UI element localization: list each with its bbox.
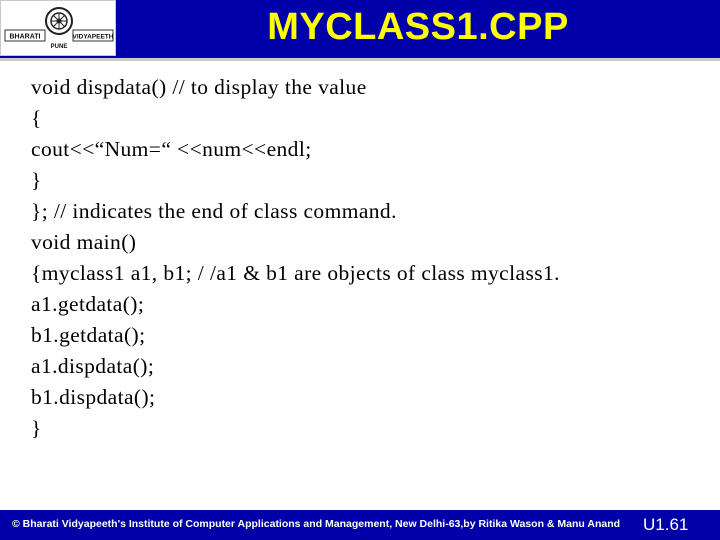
code-line: }: [31, 416, 42, 440]
code-line: {: [31, 106, 42, 130]
code-line: {myclass1 a1, b1; / /a1 & b1 are objects of class myclass1.: [31, 261, 560, 285]
logo-bottom-text: PUNE: [50, 44, 68, 50]
slide-footer: [0, 510, 720, 540]
copyright-text: © Bharati Vidyapeeth's Institute of Computer Applications and Management, New Delhi-63,by Ritika Wason & Manu Anand: [12, 518, 621, 530]
code-line: void main(): [31, 230, 137, 254]
slide-header: [0, 0, 720, 58]
code-line: a1.getdata();: [31, 292, 145, 316]
code-line: a1.dispdata();: [31, 354, 155, 378]
code-line: }: [31, 168, 42, 192]
code-line: }; // indicates the end of class command.: [31, 199, 397, 223]
logo-right-text: VIDYAPEETH: [72, 33, 114, 41]
slide-number: U1.61: [643, 515, 689, 534]
code-line: b1.getdata();: [31, 323, 146, 347]
code-line: cout<<“Num=“ <<num<<endl;: [31, 137, 312, 161]
bharati-vidyapeeth-emblem-icon: [1, 1, 117, 57]
code-line: b1.dispdata();: [31, 385, 156, 409]
logo-left-text: BHARATI: [9, 33, 41, 41]
institute-logo: [0, 0, 116, 56]
slide-title: MYCLASS1.CPP: [267, 6, 569, 48]
code-listing: [31, 72, 560, 444]
code-line: void dispdata() // to display the value: [31, 75, 367, 99]
header-divider: [0, 58, 720, 61]
